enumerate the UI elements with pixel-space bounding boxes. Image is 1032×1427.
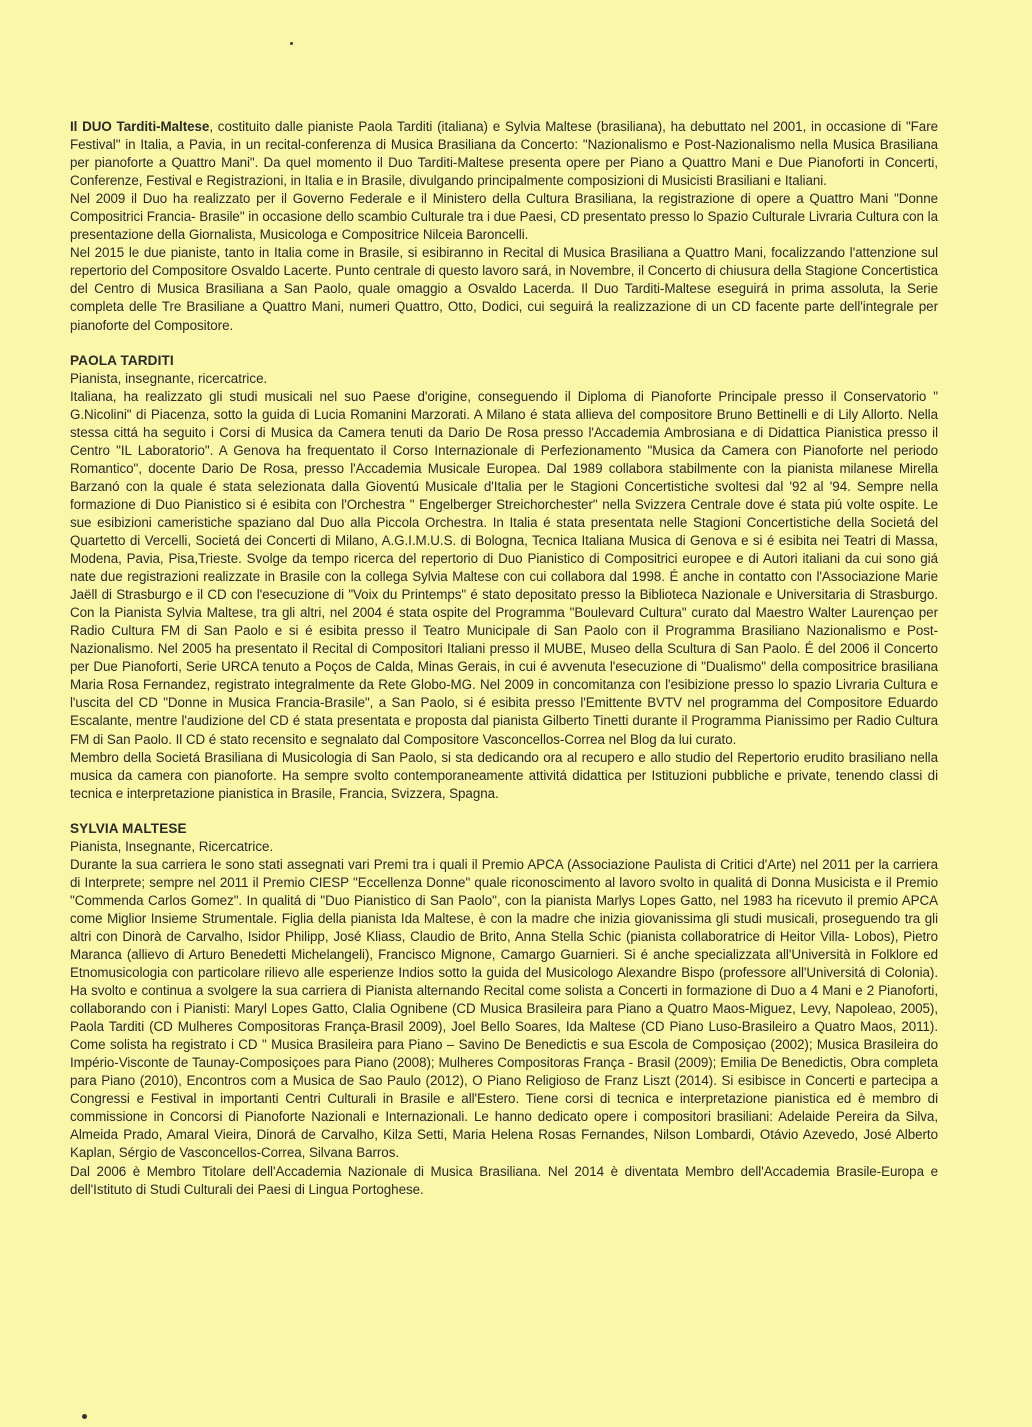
scan-speck [82,1414,87,1419]
intro-paragraph: Nel 2015 le due pianiste, tanto in Italia come in Brasile, si esibiranno in Recital di Musica Brasiliana a Quattro Mani, focalizzando l'attenzione sul repertorio del Compositore Osvaldo Lacerte. Punto centrale di questo lavoro sará, in Novembre, il Concerto di chiusura della Stagione Concertistica del Centro di Musica Brasiliana a San Paolo, quale omaggio a Osvaldo Lacerda. Il Duo Tarditi-Maltese eseguirá in prima assoluta, la Serie completa delle Tre Brasiliane a Quattro Mani, numeri Quattro, Otto, Dodici, cui seguirá la realizzazione di un CD facente parte dell'integrale per pianoforte del Compositore. [70,245,938,333]
intro-lead: Il DUO Tarditi-Maltese [70,119,210,134]
intro-paragraph [70,118,938,190]
intro-section [70,118,938,335]
maltese-section [70,819,938,1199]
section-subtitle: Pianista, insegnante, ricercatrice. [70,370,268,386]
section-subtitle: Pianista, Insegnante, Ricercatrice. [70,838,274,854]
bio-paragraph: Italiana, ha realizzato gli studi musicali nel suo Paese d'origine, conseguendo il Diploma di Pianoforte Principale presso il Conservatorio " G.Nicolini" di Piacenza, sotto la guida di Lucia Romanini Marzorati. A Milano é stata allieva del compositore Bruno Bettinelli e di Lily Allorto. Nella stessa cittá ha seguito i Corsi di Musica da Camera tenuti da Dario De Rosa presso l'Accademia Ambrosiana e di Didattica Pianistica presso il Centro "IL Laboratorio". A Genova ha frequentato il Corso Internazionale di Perfezionamento "Musica da Camera con Pianoforte nel periodo Romantico", docente Dario De Rosa, presso l'Accademia Musicale Europea. Dal 1989 collabora stabilmente con la pianista milanese Mirella Barzanó con la quale é stata selezionata dalla Gioventú Musicale d'Italia per le Stagioni Concertistiche svoltesi dal '92 al '94. Sempre nella formazione di Duo Pianistico si é esibita con l'Orchestra " Engelberger Streichorchester" nella Svizzera Centrale dove é stata piú volte ospite. Le sue esibizioni cameristiche spaziano dal Duo alla Piccola Orchestra. In Italia é stata presentata nelle Stagioni Concertistiche della Societá del Quartetto di Vercelli, Societá dei Concerti di Milano, A.G.I.M.U.S. di Bologna, Tecnica Italiana Musica di Genova e si é esibita nei Teatri di Massa, Modena, Pavia, Pisa,Trieste. Svolge da tempo ricerca del repertorio di Duo Pianistico di Compositrici europee e di Autori italiani da cui sono giá nate due registrazioni realizzate in Brasile con la collega Sylvia Maltese con cui collabora dal 1998. É anche in contatto con l'Associazione Marie Jaëll di Strasburgo e il CD con l'esecuzione di "Voix du Printemps" é stato depositato presso la Biblioteca Nazionale e Universitaria di Strasburgo. Con la Pianista Sylvia Maltese, tra gli altri, nel 2004 é stata ospite del Programma "Boulevard Cultura" curato dal Maestro Walter Laurençao per Radio Cultura FM di San Paolo e si é esibita presso il Teatro Municipale di San Paolo con il Programma Brasiliano Nazionalismo e Post- Nazionalismo. Nel 2005 ha presentato il Recital di Compositori Italiani presso il MUBE, Museo della Scultura di San Paolo. É del 2006 il Concerto per Due Pianoforti, Serie URCA tenuto a Poços de Calda, Minas Gerais, in cui é avvenuta l'esecuzione di "Dualismo" della compositrice brasiliana Maria Rosa Fernandez, registrato integralmente da Rete Globo-MG. Nel 2009 in concomitanza con l'esibizione presso lo spazio Livraria Cultura e l'uscita del CD "Donne in Musica Francia-Brasile", a San Paolo, si é esibita presso l'Emittente BVTV nel programma del Compositore Eduardo Escalante, mentre l'audizione del CD é stata presentata e proposta dal pianista Gilberto Tinetti durante il Programma Pianissimo per Radio Cultura FM di San Paolo. Il CD é stato recensito e segnalato dal Compositore Vasconcellos-Correa nel Blog da lui curato. [70,388,938,747]
bio-paragraph: Durante la sua carriera le sono stati assegnati vari Premi tra i quali il Premio APCA (Associazione Paulista di Critici d'Arte) nel 2011 per la carriera di Interprete; sempre nel 2011 il Premio CIESP "Eccellenza Donne" quale riconoscimento al lavoro svolto in qualitá di Donna Musicista e il Premio "Commenda Carlos Gomez". In qualitá di "Duo Pianistico di San Paolo", con la pianista Marlys Lopes Gatto, nel 1983 ha ricevuto il premio APCA come Miglior Insieme Strumentale. Figlia della pianista Ida Maltese, è con la madre che inizia giovanissima gli studi musicali, proseguendo tra gli altri con Dinorà de Carvalho, Isidor Philipp, José Kliass, Claudio de Brito, Anna Stella Schic (pianista collaboratrice di Heitor Villa- Lobos), Pietro Maranca (allievo di Arturo Benedetti Michelangeli), Francisco Mignone, Camargo Guarnieri. Si é anche specializzata all'Università in Folklore ed Etnomusicologia con particolare rilievo alle esperienze Indios sotto la guida del Musicologo Alexandre Bispo (professore all'Universitá di Colonia). Ha svolto e continua a svolgere la sua carriera di Pianista alternando Recital come solista a Concerti in formazione di Duo a 4 Mani e 2 Pianoforti, collaborando con i Pianisti: Maryl Lopes Gatto, Clalia Ognibene (CD Musica Brasileira para Piano a Quatro Maos-Miguez, Levy, Napoleao, 2005), Paola Tarditi (CD Mulheres Compositoras França-Brasil 2009), Joel Bello Soares, Ida Maltese (CD Piano Luso-Brasileiro a Quatro Maos, 2011). Come solista ha registrato i CD " Musica Brasileira para Piano – Savino De Benedictis e sua Escola de Composiçao (2002); Musica Brasileira do Império-Visconte de Taunay-Composiçoes para Piano (2008); Mulheres Compositoras França - Brasil (2009); Emilia De Benedictis, Obra completa para Piano (2010), Encontros com a Musica de Sao Paulo (2012), O Piano Religioso de Franz Liszt (2014). Si esibisce in Concerti e partecipa a Congressi e Festival in importanti Centri Culturali in Brasile e all'Estero. Tiene corsi di tecnica e interpretazione pianistica ed è membro di commissione in Concorsi di Pianoforte Nazionali e Internazionali. Le hanno dedicato opere i compositori brasiliani: Adelaide Pereira da Silva, Almeida Prado, Amaral Vieira, Dinorá de Carvalho, Kilza Setti, Maria Helena Rosas Fernandes, Nilson Lombardi, Otávio Azevedo, José Alberto Kaplan, Sérgio de Vasconcellos-Correa, Silvana Barros. [70,856,938,1161]
bio-paragraph: Membro della Societá Brasiliana di Musicologia di San Paolo, si sta dedicando ora al recupero e allo studio del Repertorio erudito brasiliano nella musica da camera con pianoforte. Ha sempre svolto contemporaneamente attivitá didattica per Istituzioni pubbliche e private, tenendo classi di tecnica e interpretazione pianistica in Brasile, Francia, Svizzera, Spagna. [70,749,938,801]
intro-paragraph: Nel 2009 il Duo ha realizzato per il Governo Federale e il Ministero della Cultura Brasiliana, la registrazione di opere a Quattro Mani "Donne Compositrici Francia- Brasile" in occasione dello scambio Culturale tra i due Paesi, CD presentato presso lo Spazio Culturale Livraria Cultura con la presentazione della Giornalista, Musicologa e Compositrice Nilceia Baroncelli. [70,191,938,243]
tarditi-section [70,351,938,803]
document-body [70,118,938,1199]
intro-text: , costituito dalle pianiste Paola Tarditi (italiana) e Sylvia Maltese (brasiliana), ha debuttato nel 2001, in occasione di "Fare Festival" in Italia, a Pavia, in un recital-conferenza di Musica Brasiliana da Concerto: "Nazionalismo e Post-Nazionalismo nella Musica Brasiliana per pianoforte a Quattro Mani". Da quel momento il Duo Tarditi-Maltese presenta opere per Piano a Quattro Mani e Due Pianoforti in Concerti, Conferenze, Festival e Registrazioni, in Italia e in Brasile, divulgando principalmente composizioni di Musicisti Brasiliani e Italiani. [70,119,938,189]
section-title: SYLVIA MALTESE [70,820,187,836]
section-title: PAOLA TARDITI [70,352,174,368]
scan-speck [290,42,293,45]
bio-paragraph: Dal 2006 è Membro Titolare dell'Accademia Nazionale di Musica Brasiliana. Nel 2014 è diventata Membro dell'Accademia Brasile-Europa e dell'Istituto di Studi Culturali dei Paesi di Lingua Portoghese. [70,1163,938,1197]
